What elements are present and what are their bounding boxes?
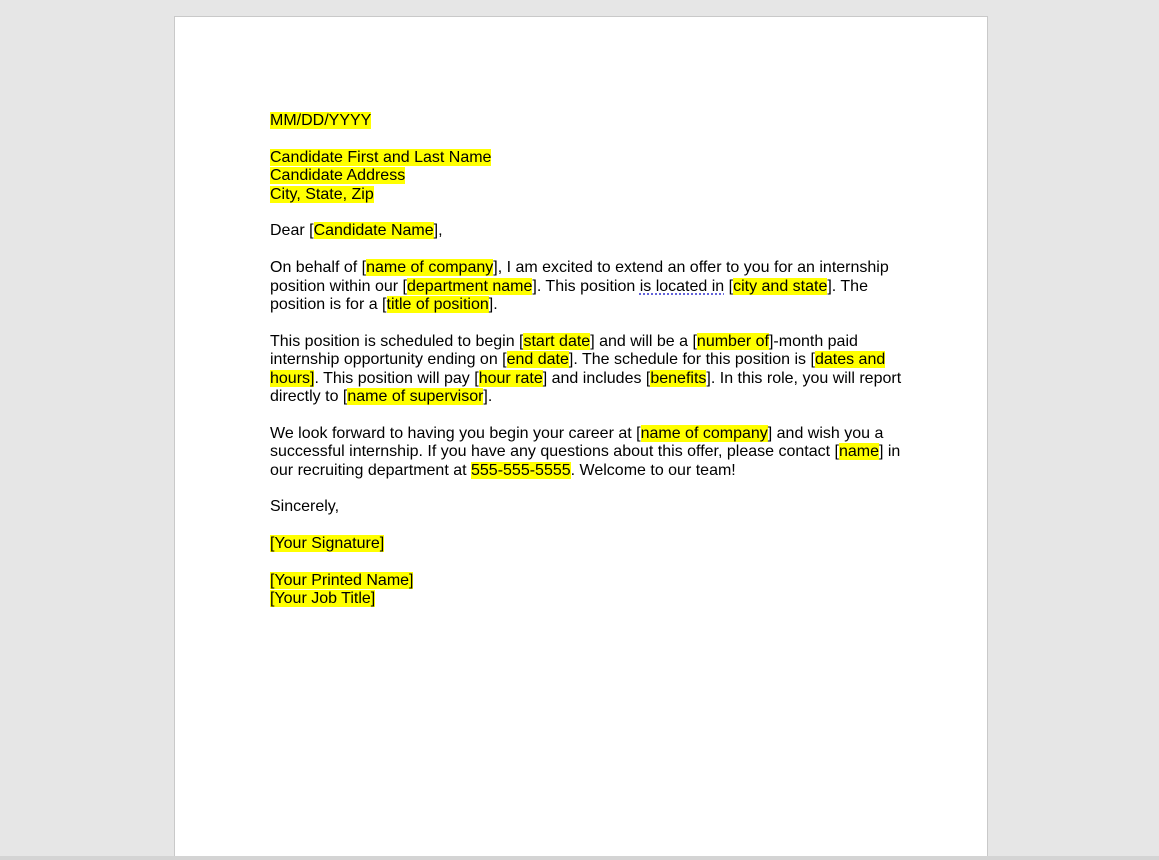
placeholder-field: name: [838, 443, 879, 461]
salutation-suffix: ],: [433, 222, 443, 240]
document-page[interactable]: [174, 16, 988, 860]
salutation-prefix: Dear [: [270, 222, 314, 240]
placeholder-field: hour rate: [478, 369, 543, 387]
paragraph-offer: [270, 259, 910, 314]
body-text: [: [724, 277, 734, 295]
printed-name-placeholder: [Your Printed Name]: [270, 572, 414, 590]
body-text: ]. The schedule for this position is [: [568, 351, 815, 369]
body-text: We look forward to having you begin your career at [: [270, 424, 641, 442]
signature-placeholder: [Your Signature]: [270, 535, 385, 553]
placeholder-field: name of supervisor: [347, 388, 484, 406]
placeholder-field: start date: [523, 332, 591, 350]
grammar-flagged-text: is located in: [639, 277, 725, 295]
body-text: ] and will be a [: [590, 332, 697, 350]
salutation: [270, 222, 910, 240]
salutation-name: Candidate Name: [313, 222, 434, 240]
date-line: [270, 112, 910, 130]
sender-block: [270, 572, 910, 609]
body-text: ]. This position: [532, 277, 640, 295]
placeholder-field: end date: [506, 351, 569, 369]
body-text: This position is scheduled to begin [: [270, 332, 524, 350]
body-text: ].: [488, 296, 498, 314]
paragraph-closing-remarks: [270, 425, 910, 480]
body-text: . Welcome to our team!: [570, 461, 736, 479]
recipient-block: [270, 149, 910, 204]
body-text: ], I am excited to extend an offer to you for an internship position within our [: [270, 259, 889, 295]
placeholder-field: 555-555-5555: [471, 461, 571, 479]
placeholder-field: name of company: [640, 424, 768, 442]
body-text: . This position will pay [: [314, 369, 479, 387]
job-title-placeholder: [Your Job Title]: [270, 590, 376, 608]
body-text: ] and includes [: [542, 369, 651, 387]
recipient-name: Candidate First and Last Name: [270, 148, 492, 166]
body-text: ] and wish you a successful internship. If you have any questions about this offer, please contact [: [270, 424, 884, 461]
window-bottom-edge: [0, 856, 1159, 860]
body-text: ]-month paid internship opportunity ending on [: [270, 332, 858, 369]
recipient-city-state-zip: City, State, Zip: [270, 185, 374, 203]
placeholder-field: name of company: [366, 259, 494, 277]
body-text: On behalf of [: [270, 259, 367, 277]
placeholder-field: department name: [406, 277, 533, 295]
closing-text: Sincerely,: [270, 498, 340, 516]
letter-body[interactable]: [270, 112, 910, 627]
placeholder-field: number of: [696, 332, 769, 350]
placeholder-field: dates and hours]: [270, 351, 886, 387]
placeholder-field: city and state: [733, 277, 828, 295]
placeholder-field: title of position: [386, 296, 489, 314]
body-text: ]. In this role, you will report directly to [: [270, 369, 902, 406]
body-text: ]. The position is for a [: [270, 277, 868, 314]
signature-line: [270, 535, 910, 553]
body-text: ].: [483, 388, 493, 406]
date-placeholder: MM/DD/YYYY: [270, 112, 372, 129]
placeholder-field: benefits: [650, 369, 707, 387]
paragraph-schedule: [270, 333, 910, 407]
closing-line: [270, 498, 910, 516]
recipient-address: Candidate Address: [270, 167, 406, 185]
body-text: ] in our recruiting department at: [270, 443, 901, 479]
